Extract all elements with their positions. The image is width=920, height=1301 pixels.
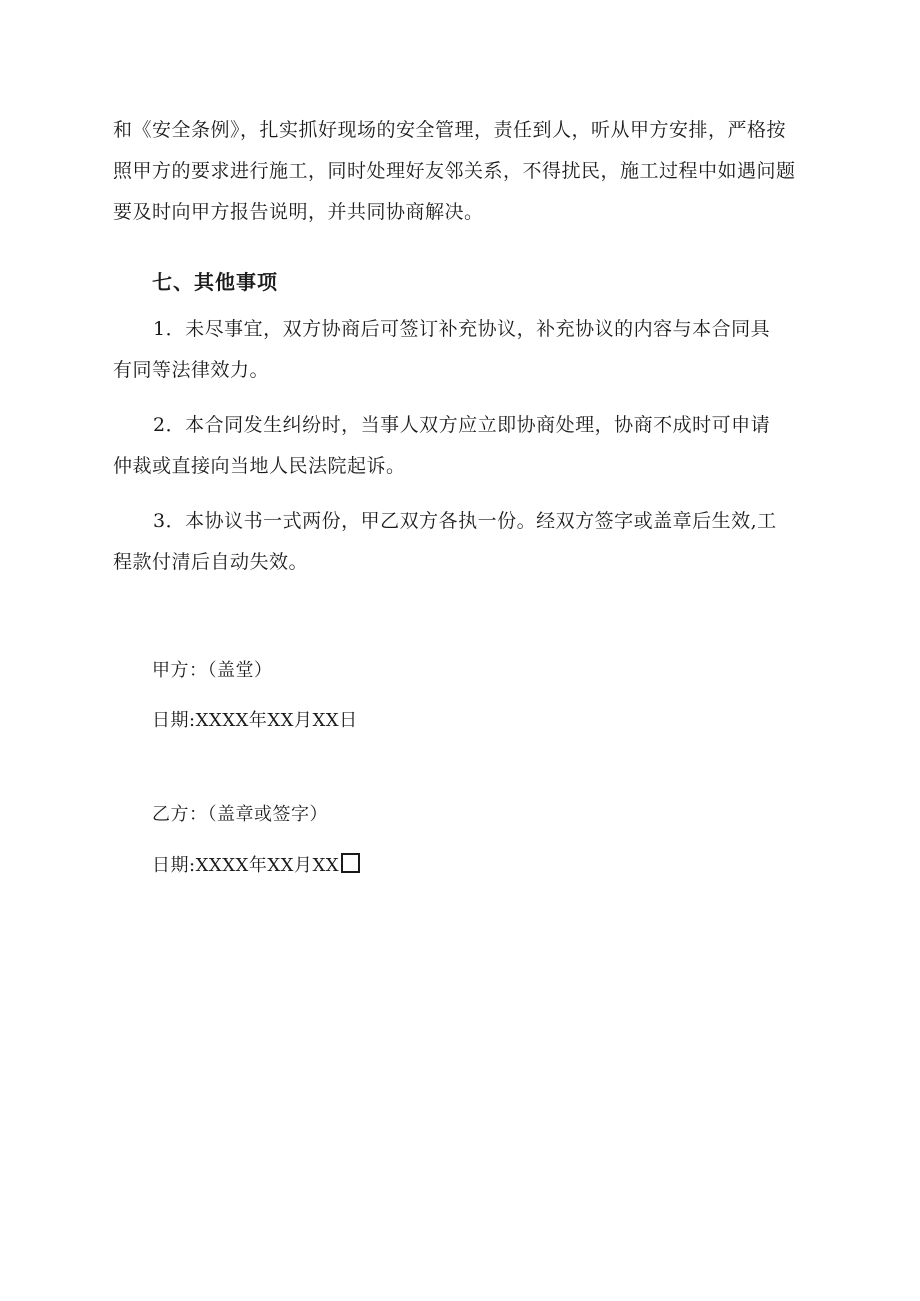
- party-a-label: 甲方：（盖堂）: [152, 660, 273, 681]
- paragraph-line: 和《安全条例》，扎实抓好现场的安全管理，责任到人，听从甲方安排，严格按: [113, 119, 787, 141]
- clause-line: 仲裁或直接向当地人民法院起诉。: [113, 455, 406, 477]
- clause-line: 有同等法律效力。: [113, 359, 270, 381]
- party-a-date: 日期:XXXX年XX月XX日: [152, 710, 358, 731]
- missing-glyph-box-icon: [341, 853, 360, 873]
- intro-paragraph: [113, 110, 813, 233]
- section-heading: 七、其他事项: [152, 270, 278, 294]
- paragraph-line: 要及时向甲方报告说明，并共同协商解决。: [113, 201, 484, 223]
- clause-line: 1．未尽事宜，双方协商后可签订补充协议，补充协议的内容与本合同具: [153, 318, 771, 340]
- party-b-date-row: [152, 853, 360, 878]
- clause-line: 2．本合同发生纠纷时，当事人双方应立即协商处理，协商不成时可申请: [153, 414, 771, 436]
- clause-2: [113, 405, 813, 487]
- party-b-date: 日期:XXXX年XX月XX: [152, 855, 340, 876]
- clause-3: [113, 501, 813, 583]
- party-b-label: 乙方：（盖章或签字）: [152, 804, 328, 825]
- clause-line: 程款付清后自动失效。: [113, 551, 309, 573]
- clause-line: 3．本协议书一式两份，甲乙双方各执一份。经双方签字或盖章后生效,工: [153, 510, 777, 532]
- clause-1: [113, 309, 813, 391]
- paragraph-line: 照甲方的要求进行施工，同时处理好友邻关系，不得扰民，施工过程中如遇问题: [113, 160, 796, 182]
